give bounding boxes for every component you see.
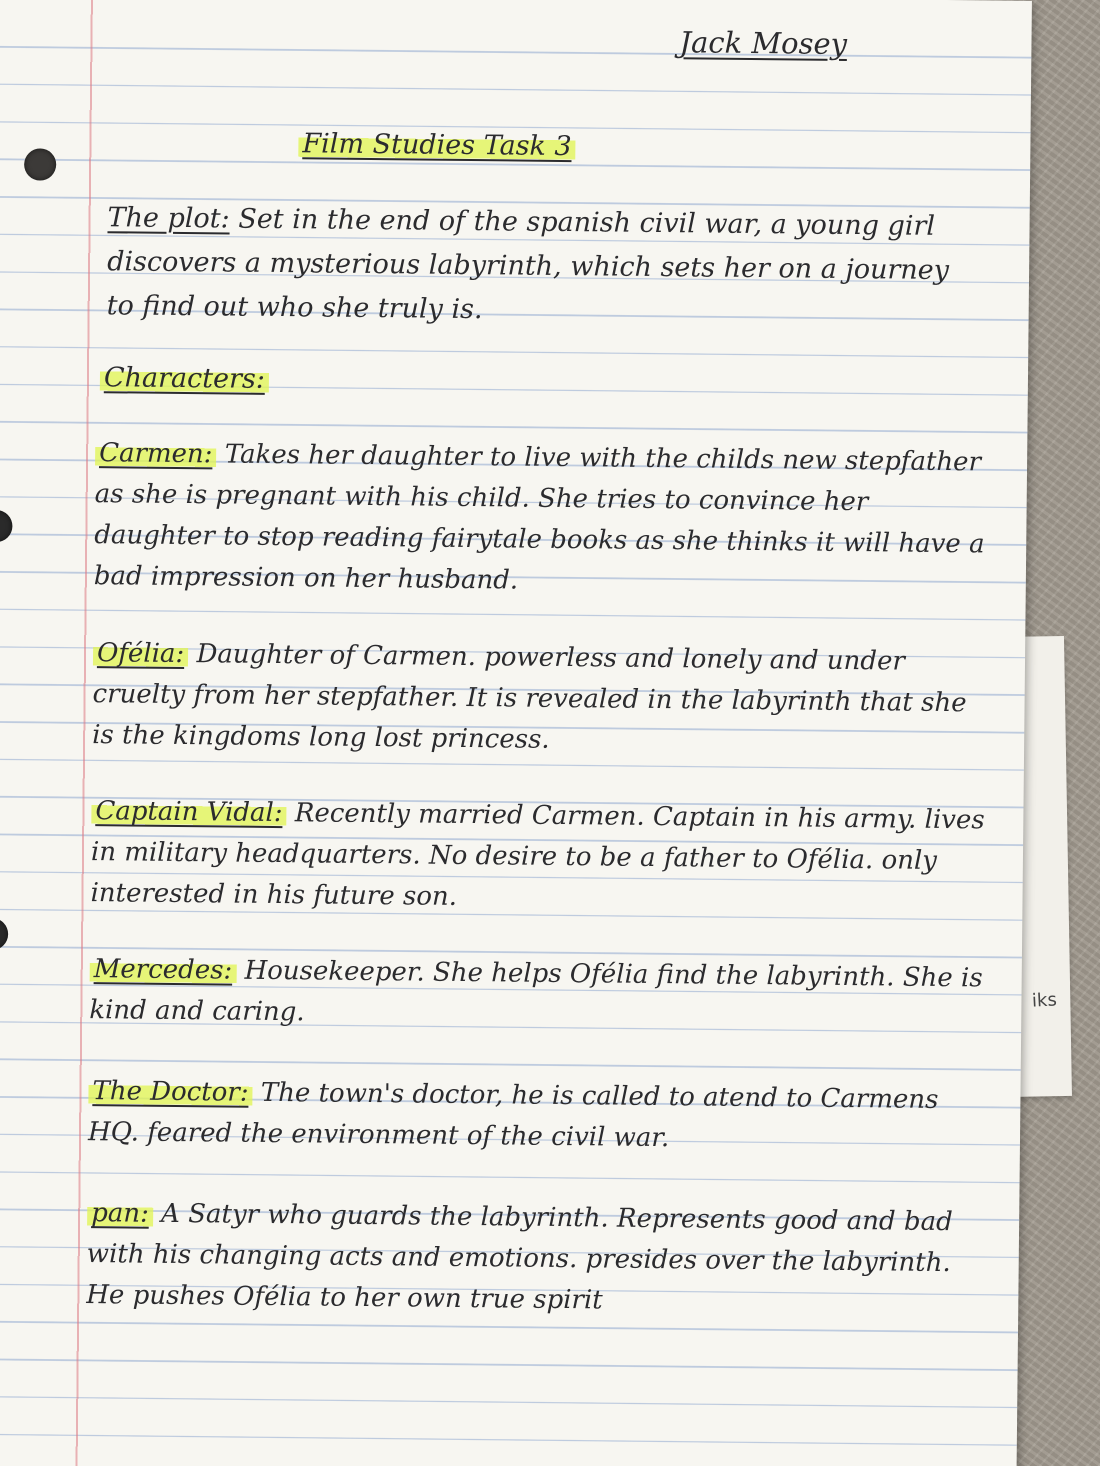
character-name: Mercedes: bbox=[90, 954, 237, 986]
character-description: Daughter of Carmen. powerless and lonely and under cruelty from her stepfather. It is revealed in the labyrinth that she is the kingdoms long lost princess. bbox=[92, 639, 967, 755]
page-title bbox=[298, 125, 576, 166]
plot-text: Set in the end of the spanish civil war, a young girl discovers a mysterious labyrinth, which sets her on a journey to find out who she truly is. bbox=[106, 203, 950, 326]
character-description: A Satyr who guards the labyrinth. Represents good and bad with his changing acts and emotions. presides over the labyrinth. He pushes Ofélia to her own true spirit bbox=[86, 1198, 953, 1316]
plot-label: The plot: bbox=[107, 202, 230, 235]
punch-hole bbox=[0, 918, 8, 950]
character-entry-ofelia bbox=[92, 633, 993, 765]
character-entry-pan bbox=[86, 1193, 987, 1325]
character-name: The Doctor: bbox=[88, 1076, 252, 1108]
character-description: The town's doctor, he is called to atend to Carmens HQ. feared the environment of the civil war. bbox=[87, 1077, 939, 1154]
character-name: Ofélia: bbox=[93, 638, 189, 669]
character-name: Carmen: bbox=[95, 438, 217, 469]
plot-paragraph bbox=[106, 196, 967, 337]
character-name: Captain Vidal: bbox=[91, 796, 286, 828]
author-name: Jack Mosey bbox=[679, 25, 848, 61]
character-entry-carmen bbox=[94, 433, 996, 606]
character-description: Housekeeper. She helps Ofélia find the labyrinth. She is kind and caring. bbox=[89, 955, 983, 1028]
underlying-sheet-text: iks bbox=[1031, 989, 1058, 1012]
page-title-text: Film Studies Task 3 bbox=[298, 128, 576, 162]
character-description: Recently married Carmen. Captain in his army. lives in military headquarters. No desire to be a father to Ofélia. only interested in his future son. bbox=[90, 798, 985, 912]
character-entry-vidal bbox=[90, 791, 991, 923]
characters-heading-text: Characters: bbox=[100, 362, 269, 395]
character-description: Takes her daughter to live with the childs new stepfather as she is pregnant with his child. She tries to convince her daughter to stop reading fairytale books as she thinks it will have a bad impression on her husband. bbox=[93, 439, 985, 596]
punch-hole bbox=[0, 510, 13, 542]
characters-heading bbox=[100, 359, 269, 399]
character-entry-mercedes bbox=[89, 949, 990, 1040]
character-entry-doctor bbox=[88, 1071, 989, 1162]
character-name: pan: bbox=[87, 1198, 153, 1229]
punch-hole bbox=[24, 148, 56, 180]
